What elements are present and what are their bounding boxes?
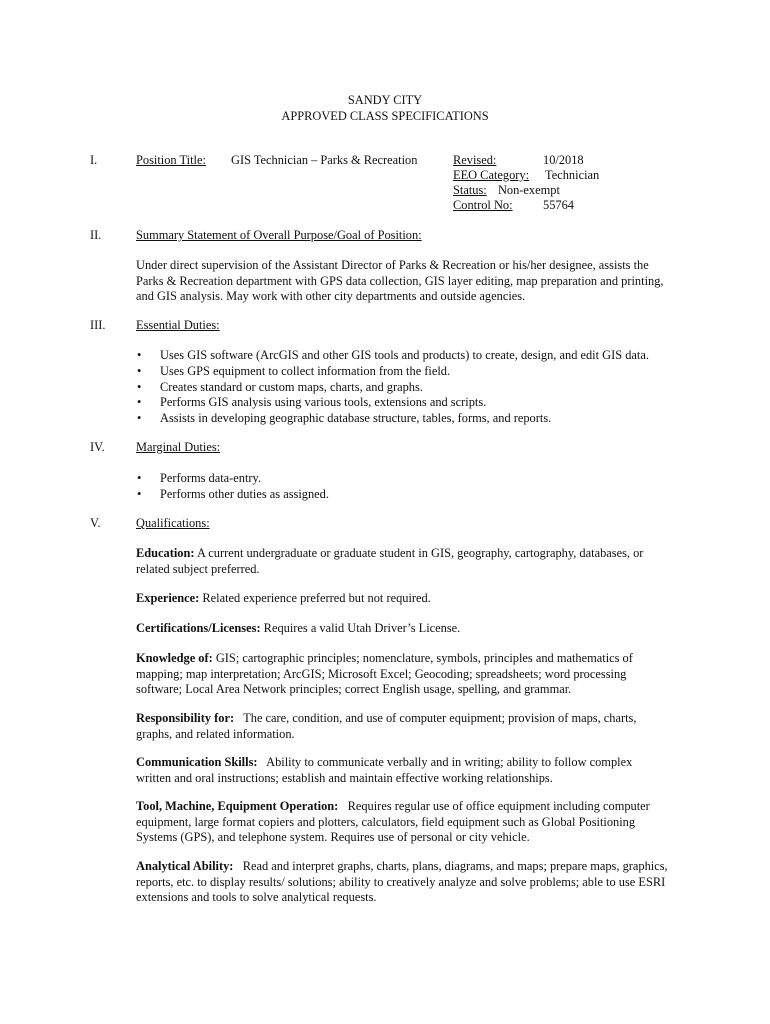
bullet-icon: • [137, 363, 142, 378]
list-item: • Creates standard or custom maps, charts, and graphs. [137, 379, 423, 394]
summary-line: Parks & Recreation department with GPS data collection, GIS layer editing, map preparation and printing, [136, 273, 664, 288]
education-label: Education: [136, 546, 195, 560]
list-item: • Uses GPS equipment to collect information from the field. [137, 363, 451, 378]
summary-line: Under direct supervision of the Assistant Director of Parks & Recreation or his/her designee, assists the [136, 258, 649, 272]
bullet-icon: • [137, 411, 142, 426]
section-5-numeral: V. [90, 516, 101, 530]
section-3-numeral: III. [90, 318, 106, 332]
eeo-category-label: EEO Category: [453, 168, 530, 182]
summary-paragraph [136, 258, 688, 305]
list-item: • Performs other duties as assigned. [137, 486, 329, 501]
communication-block: Communication Skills: Ability to communicate verbally and in writing; ability to follow complex written and oral instructions; establish and maintain effective working relationships. [136, 755, 633, 785]
list-item: • Performs GIS analysis using various tools, extensions and scripts. [137, 395, 487, 410]
knowledge-label: Knowledge of: [136, 651, 213, 665]
section-4-numeral: IV. [90, 440, 105, 454]
document-title: APPROVED CLASS SPECIFICATIONS [281, 109, 489, 123]
communication-label: Communication Skills: [136, 755, 258, 769]
analytical-block: Analytical Ability: Read and interpret graphs, charts, plans, diagrams, and maps; prepare maps, graphics, reports, etc. to display results/ solutions; ability to creatively analyze and solve problems; able to use ESRI extensions and tools to solve analytical requests. [136, 859, 668, 905]
eeo-category-value: Technician [545, 168, 600, 182]
certifications-block: Certifications/Licenses: Requires a valid Utah Driver’s License. [136, 621, 461, 635]
responsibility-label: Responsibility for: [136, 711, 235, 725]
position-title-value: GIS Technician – Parks & Recreation [231, 153, 418, 167]
responsibility-block: Responsibility for: The care, condition, and use of computer equipment; provision of maps, charts, graphs, and related information. [136, 711, 637, 741]
status-value: Non-exempt [497, 183, 560, 197]
essential-duties-heading: Essential Duties: [136, 318, 220, 332]
summary-heading-text: Summary Statement of Overall Purpose/Goal of Position: [136, 228, 422, 242]
list-item: • Performs data-entry. [137, 471, 262, 485]
bullet-icon: • [137, 395, 142, 410]
revised-value: 10/2018 [543, 153, 584, 167]
section-1-numeral: I. [90, 153, 98, 167]
eeo-category-row [453, 168, 599, 184]
list-item: • Uses GIS software (ArcGIS and other GIS tools and products) to create, design, and edit GIS data. [137, 348, 649, 362]
org-name: SANDY CITY [347, 93, 423, 107]
section-2-heading [136, 228, 422, 244]
experience-block: Experience: Related experience preferred but not required. [136, 591, 431, 605]
marginal-duties-heading: Marginal Duties: [136, 440, 221, 454]
experience-label: Experience: [136, 591, 200, 605]
knowledge-block: Knowledge of: GIS; cartographic principles; nomenclature, symbols, principles and mathematics of mapping; map interpretation; ArcGIS; Microsoft Excel; Geocoding; spreadsheets; word processing software; Local Area Network principles; correct English usage, spelling, and grammar. [136, 651, 633, 697]
status-row [453, 183, 560, 199]
bullet-icon: • [137, 379, 142, 394]
tool-operation-block: Tool, Machine, Equipment Operation: Requires regular use of office equipment including computer equipment, large format copiers and plotters, calculators, field equipment such as Global Positioning Systems (GPS), and telephone system. Requires use of personal or city vehicle. [136, 799, 650, 845]
bullet-icon: • [137, 486, 142, 501]
analytical-label: Analytical Ability: [136, 859, 234, 873]
marginal-duties-list [136, 471, 696, 503]
section-2-numeral: II. [90, 228, 102, 242]
tool-operation-label: Tool, Machine, Equipment Operation: [136, 799, 339, 813]
bullet-icon: • [137, 471, 142, 485]
certifications-label: Certifications/Licenses: [136, 621, 261, 635]
control-no-label: Control No: [453, 198, 513, 212]
position-title-label: Position Title: [136, 153, 206, 167]
revised-label: Revised: [453, 153, 497, 167]
status-label: Status: [453, 183, 487, 197]
education-block: Education: A current undergraduate or graduate student in GIS, geography, cartography, databases, or related subject preferred. [136, 546, 644, 576]
list-item: • Assists in developing geographic database structure, tables, forms, and reports. [137, 411, 552, 426]
qualifications-heading: Qualifications: [136, 516, 210, 530]
summary-line: and GIS analysis. May work with other city departments and outside agencies. [136, 289, 526, 304]
essential-duties-list [136, 348, 696, 427]
control-no-value: 55764 [543, 198, 574, 212]
bullet-icon: • [137, 348, 142, 362]
